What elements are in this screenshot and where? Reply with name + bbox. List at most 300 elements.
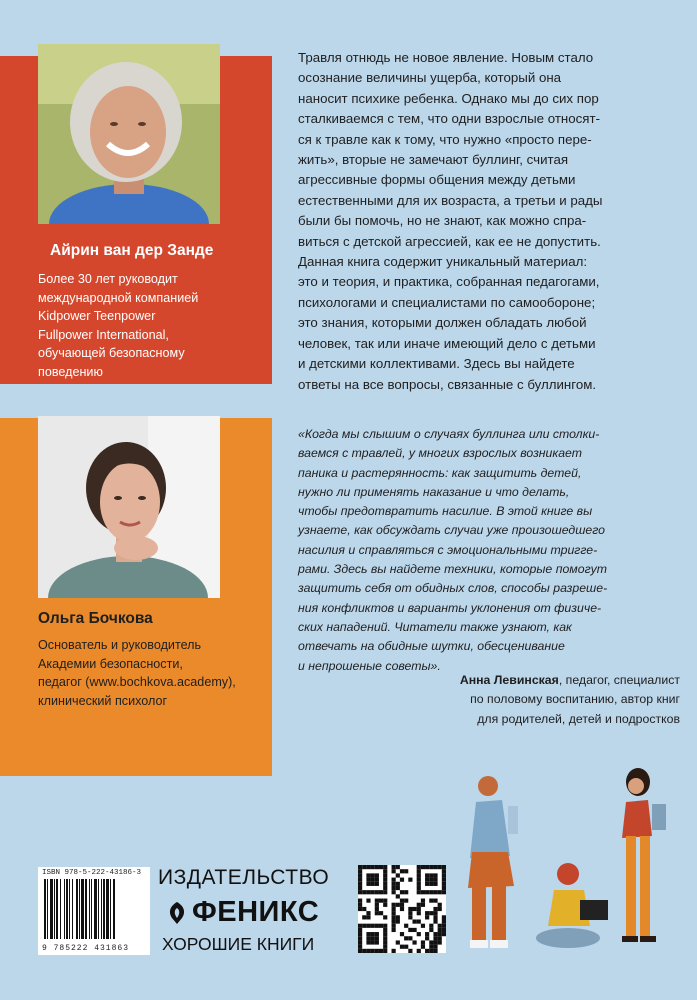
attribution-name: Анна Левинская xyxy=(459,673,559,687)
qr-module xyxy=(408,928,412,932)
qr-module xyxy=(375,932,379,936)
qr-module xyxy=(392,924,396,928)
qr-module xyxy=(442,878,446,882)
qr-module xyxy=(371,873,375,877)
qr-module xyxy=(366,882,370,886)
qr-module xyxy=(375,878,379,882)
qr-module xyxy=(375,903,379,907)
qr-module xyxy=(425,936,429,940)
attribution-line: для родителей, детей и подростков xyxy=(477,711,680,726)
barcode-bars xyxy=(44,879,144,939)
barcode-bar xyxy=(79,879,80,939)
qr-module xyxy=(375,873,379,877)
qr-module xyxy=(421,865,425,869)
author-name-2: Ольга Бочкова xyxy=(38,610,153,627)
qr-module xyxy=(358,869,362,873)
description-line: естественными для их возраста, а третьи и рады xyxy=(298,192,603,208)
qr-module xyxy=(404,945,408,949)
barcode-bar xyxy=(94,879,97,939)
qr-module xyxy=(396,886,400,890)
qr-module xyxy=(425,873,429,877)
qr-module xyxy=(371,940,375,944)
qr-module xyxy=(442,890,446,894)
attribution-role: , педагог, специалист xyxy=(558,673,680,687)
qr-module xyxy=(366,924,370,928)
qr-module xyxy=(417,873,421,877)
qr-module xyxy=(433,915,437,919)
qr-module xyxy=(425,878,429,882)
qr-module xyxy=(438,903,442,907)
qr-module xyxy=(417,949,421,953)
qr-module xyxy=(396,940,400,944)
description-line: человек, так или иначе имеющий дело с детьми xyxy=(298,335,596,351)
qr-module xyxy=(366,936,370,940)
description-line: это знания, которыми должен обладать любой xyxy=(298,315,587,331)
bio-line: поведению xyxy=(38,364,103,379)
qr-module xyxy=(425,949,429,953)
qr-module xyxy=(412,907,416,911)
qr-module xyxy=(396,865,400,869)
barcode-bar xyxy=(85,879,87,939)
qr-module xyxy=(417,907,421,911)
qr-module xyxy=(425,882,429,886)
qr-module xyxy=(371,949,375,953)
qr-module xyxy=(442,932,446,936)
qr-module xyxy=(442,919,446,923)
barcode-bar xyxy=(113,879,115,939)
qr-module xyxy=(429,945,433,949)
qr-module xyxy=(379,899,383,903)
teens-illustration xyxy=(450,766,690,986)
qr-module xyxy=(442,865,446,869)
barcode-bar xyxy=(98,879,99,939)
qr-module xyxy=(433,940,437,944)
qr-module xyxy=(417,903,421,907)
qr-module xyxy=(392,882,396,886)
qr-module xyxy=(408,949,412,953)
qr-module xyxy=(383,940,387,944)
qr-module xyxy=(433,936,437,940)
qr-module xyxy=(429,940,433,944)
quote-line: ских нападений. Читатели также узнают, как xyxy=(298,619,572,634)
qr-module xyxy=(383,924,387,928)
quote-line: чтобы предотвратить насилие. В этой книге вы xyxy=(298,504,593,519)
bio-line: Более 30 лет руководит xyxy=(38,272,178,286)
qr-module xyxy=(383,869,387,873)
qr-module xyxy=(433,873,437,877)
qr-module xyxy=(392,878,396,882)
qr-module xyxy=(358,890,362,894)
qr-module xyxy=(438,890,442,894)
qr-module xyxy=(442,873,446,877)
qr-module xyxy=(383,949,387,953)
qr-module xyxy=(379,924,383,928)
qr-module xyxy=(392,865,396,869)
qr-module xyxy=(371,890,375,894)
description-line: психологами и специалистами по самообороне; xyxy=(298,294,596,310)
qr-module xyxy=(438,932,442,936)
qr-module xyxy=(379,865,383,869)
description-line: и детскими коллективами. Здесь вы найдете xyxy=(298,356,575,372)
qr-module xyxy=(371,924,375,928)
qr-module xyxy=(358,878,362,882)
qr-module xyxy=(358,886,362,890)
publisher-name: ФЕНИКС xyxy=(192,896,320,928)
qr-module xyxy=(362,890,366,894)
qr-module xyxy=(383,928,387,932)
qr-module xyxy=(442,928,446,932)
qr-module xyxy=(400,945,404,949)
qr-module xyxy=(433,919,437,923)
qr-module xyxy=(404,924,408,928)
qr-module xyxy=(438,936,442,940)
qr-module xyxy=(371,936,375,940)
barcode-bar xyxy=(64,879,65,939)
author-photo-2 xyxy=(38,416,220,598)
bio-line: Kidpower Teenpower xyxy=(38,309,156,323)
qr-module xyxy=(400,903,404,907)
qr-module xyxy=(392,869,396,873)
quote-line: «Когда мы слышим о случаях буллинга или столки- xyxy=(298,427,600,441)
publisher-logo xyxy=(158,866,353,954)
qr-module xyxy=(383,886,387,890)
qr-module xyxy=(358,903,362,907)
qr-module xyxy=(392,903,396,907)
qr-module xyxy=(425,865,429,869)
qr-module xyxy=(379,949,383,953)
qr-module xyxy=(417,911,421,915)
barcode-bar xyxy=(81,879,84,939)
qr-module xyxy=(371,865,375,869)
qr-module xyxy=(417,882,421,886)
author-panel-1 xyxy=(0,56,272,384)
qr-module xyxy=(366,940,370,944)
qr-module xyxy=(425,915,429,919)
barcode-bar xyxy=(91,879,92,939)
qr-module xyxy=(429,878,433,882)
qr-module xyxy=(404,890,408,894)
qr-module xyxy=(375,911,379,915)
qr-module xyxy=(366,878,370,882)
bio-line: Академии безопасности, xyxy=(38,656,183,671)
description-line: были бы помочь, но не знают, как можно спра- xyxy=(298,213,587,229)
qr-module xyxy=(442,869,446,873)
barcode-number: 9 785222 431863 xyxy=(42,944,130,953)
qr-module xyxy=(433,907,437,911)
qr-module xyxy=(442,924,446,928)
qr-module xyxy=(358,945,362,949)
qr-module xyxy=(400,878,404,882)
qr-module xyxy=(400,932,404,936)
barcode-bar xyxy=(60,879,61,939)
qr-module xyxy=(421,924,425,928)
qr-module xyxy=(366,899,370,903)
qr-module xyxy=(408,936,412,940)
qr-module xyxy=(417,865,421,869)
quote-line: защитить себя от обидных слов, способы разреше- xyxy=(298,581,608,596)
qr-module xyxy=(392,915,396,919)
barcode-bar xyxy=(101,879,102,939)
barcode-bar xyxy=(56,879,58,939)
barcode-bar xyxy=(72,879,73,939)
description-line: жить», вторые не замечают буллинг, считая xyxy=(298,152,569,168)
quote-line: узнаете, как обсуждать случаи уже произошедшего xyxy=(298,523,606,538)
qr-module xyxy=(412,940,416,944)
bio-line: клинический психолог xyxy=(38,693,168,708)
qr-module xyxy=(358,882,362,886)
qr-module xyxy=(425,911,429,915)
publisher-name-row xyxy=(166,896,319,929)
quote-line: ния конфликтов и варианты уклонения от физиче- xyxy=(298,600,602,615)
qr-module xyxy=(358,899,362,903)
qr-module xyxy=(366,949,370,953)
qr-module xyxy=(375,924,379,928)
publisher-label: ИЗДАТЕЛЬСТВО xyxy=(158,866,330,889)
qr-module xyxy=(417,890,421,894)
qr-module xyxy=(358,949,362,953)
qr-module xyxy=(417,919,421,923)
qr-module xyxy=(442,886,446,890)
qr-module xyxy=(400,907,404,911)
qr-module xyxy=(366,890,370,894)
qr-module xyxy=(362,907,366,911)
description-line: Травля отнюдь не новое явление. Новым стало xyxy=(298,50,594,65)
qr-module xyxy=(375,936,379,940)
description-line: Данная книга содержит уникальный материал: xyxy=(298,254,588,270)
barcode-bar xyxy=(50,879,53,939)
qr-module xyxy=(396,903,400,907)
qr-module xyxy=(375,949,379,953)
qr-module xyxy=(396,894,400,898)
qr-module xyxy=(408,907,412,911)
qr-module xyxy=(408,878,412,882)
qr-module xyxy=(379,911,383,915)
qr-module xyxy=(383,865,387,869)
qr-module xyxy=(358,865,362,869)
attribution-first-line xyxy=(380,671,680,690)
qr-code xyxy=(358,865,446,953)
qr-module xyxy=(392,928,396,932)
qr-module xyxy=(396,873,400,877)
qr-module xyxy=(429,924,433,928)
qr-module xyxy=(404,899,408,903)
qr-module xyxy=(358,936,362,940)
qr-module xyxy=(358,924,362,928)
description-line: агрессивные формы общения между детьми xyxy=(298,172,576,188)
barcode-bar xyxy=(103,879,105,939)
qr-module xyxy=(392,890,396,894)
qr-module xyxy=(379,890,383,894)
qr-module xyxy=(375,865,379,869)
qr-module xyxy=(366,865,370,869)
qr-module xyxy=(404,869,408,873)
qr-module xyxy=(433,865,437,869)
qr-module xyxy=(383,936,387,940)
qr-module xyxy=(433,899,437,903)
qr-module xyxy=(358,928,362,932)
phoenix-logo-icon xyxy=(166,900,188,926)
author-bio-1 xyxy=(38,270,266,381)
qr-module xyxy=(433,911,437,915)
qr-module xyxy=(421,899,425,903)
qr-module xyxy=(417,932,421,936)
qr-module xyxy=(392,907,396,911)
quote-line: и непрошеные советы». xyxy=(298,658,441,673)
publisher-slogan: ХОРОШИЕ КНИГИ xyxy=(162,934,315,954)
qr-module xyxy=(400,869,404,873)
qr-module xyxy=(421,890,425,894)
barcode-bar xyxy=(54,879,55,939)
qr-module xyxy=(429,928,433,932)
review-quote xyxy=(298,425,688,676)
qr-module xyxy=(371,932,375,936)
qr-module xyxy=(396,915,400,919)
qr-module xyxy=(358,873,362,877)
barcode-bar xyxy=(66,879,68,939)
qr-module xyxy=(429,911,433,915)
qr-module xyxy=(366,932,370,936)
qr-module xyxy=(392,911,396,915)
qr-module xyxy=(375,899,379,903)
quote-line: ваемся с травлей, у многих взрослых возникает xyxy=(298,446,582,461)
qr-module xyxy=(400,899,404,903)
qr-module xyxy=(366,873,370,877)
qr-module xyxy=(375,907,379,911)
qr-module xyxy=(408,915,412,919)
bio-line: Fullpower International, xyxy=(38,327,169,342)
qr-module xyxy=(421,940,425,944)
qr-module xyxy=(412,928,416,932)
barcode-bar xyxy=(110,879,111,939)
qr-module xyxy=(383,882,387,886)
qr-module xyxy=(433,878,437,882)
author-panel-2 xyxy=(0,418,272,776)
qr-module xyxy=(404,936,408,940)
qr-module xyxy=(375,940,379,944)
qr-module xyxy=(383,899,387,903)
description-line: ся к травле как к тому, что нужно «просто пере- xyxy=(298,131,592,147)
description-line: ответы на все вопросы, связанные с буллингом. xyxy=(298,376,597,392)
barcode-bar xyxy=(106,879,109,939)
qr-module xyxy=(383,945,387,949)
quote-attribution xyxy=(380,671,680,729)
author-name-1: Айрин ван дер Занде xyxy=(50,242,214,259)
quote-line: паника и растерянность: как защитить детей, xyxy=(298,465,582,480)
qr-module xyxy=(429,949,433,953)
qr-module xyxy=(358,932,362,936)
quote-line: нужно ли применять наказание и что делать, xyxy=(298,484,570,499)
description-line: осознание величины ущерба, который она xyxy=(298,70,562,86)
quote-line: насилия и справляться с эмоциональными тригге- xyxy=(298,542,598,557)
qr-module xyxy=(383,915,387,919)
bio-line: обучающей безопасному xyxy=(38,346,185,360)
qr-module xyxy=(366,915,370,919)
qr-module xyxy=(438,940,442,944)
qr-module xyxy=(438,907,442,911)
qr-module xyxy=(366,911,370,915)
qr-module xyxy=(375,882,379,886)
qr-module xyxy=(362,865,366,869)
qr-module xyxy=(433,882,437,886)
qr-module xyxy=(362,924,366,928)
bio-line: педагог (www.bochkova.academy), xyxy=(38,675,236,689)
qr-module xyxy=(408,911,412,915)
description-line: наносит психике ребенка. Однако мы до сих пор xyxy=(298,90,599,106)
qr-module xyxy=(392,949,396,953)
qr-module xyxy=(417,878,421,882)
barcode-bar xyxy=(76,879,78,939)
qr-module xyxy=(429,865,433,869)
qr-module xyxy=(375,890,379,894)
qr-module xyxy=(371,878,375,882)
isbn-text: ISBN 978-5-222-43186-3 xyxy=(42,869,142,877)
qr-module xyxy=(396,919,400,923)
qr-module xyxy=(417,886,421,890)
attribution-line: по половому воспитанию, автор книг xyxy=(470,692,680,707)
qr-module xyxy=(429,890,433,894)
bio-line: Основатель и руководитель xyxy=(38,638,202,652)
qr-module xyxy=(383,890,387,894)
qr-module xyxy=(425,932,429,936)
qr-module xyxy=(442,882,446,886)
qr-module xyxy=(358,940,362,944)
qr-module xyxy=(396,882,400,886)
description-line: виться с детской агрессией, как ее не допустить. xyxy=(298,233,601,249)
author-bio-2 xyxy=(38,636,266,710)
qr-module xyxy=(383,903,387,907)
barcode-bar xyxy=(69,879,70,939)
qr-module xyxy=(358,907,362,911)
qr-module xyxy=(383,932,387,936)
qr-module xyxy=(438,924,442,928)
qr-module xyxy=(392,886,396,890)
isbn-barcode xyxy=(38,867,150,955)
qr-module xyxy=(362,949,366,953)
qr-module xyxy=(425,890,429,894)
qr-module xyxy=(429,882,433,886)
qr-module xyxy=(362,915,366,919)
qr-module xyxy=(442,915,446,919)
barcode-bar xyxy=(89,879,90,939)
qr-module xyxy=(383,878,387,882)
barcode-bar xyxy=(44,879,46,939)
quote-line: рами. Здесь вы найдете техники, которые помогут xyxy=(298,562,608,577)
qr-module xyxy=(400,890,404,894)
qr-module xyxy=(429,899,433,903)
description-line: это и теория, и практика, собранная педагогами, xyxy=(298,274,600,290)
book-description xyxy=(298,48,688,395)
qr-module xyxy=(417,869,421,873)
qr-module xyxy=(371,882,375,886)
barcode-bar xyxy=(47,879,48,939)
qr-module xyxy=(438,928,442,932)
qr-module xyxy=(438,865,442,869)
bio-line: международной компанией xyxy=(38,290,199,305)
qr-module xyxy=(429,873,433,877)
qr-module xyxy=(421,903,425,907)
qr-module xyxy=(433,890,437,894)
qr-module xyxy=(421,945,425,949)
qr-module xyxy=(412,919,416,923)
quote-line: отвечать на обидные шутки, обесценивание xyxy=(298,639,565,654)
qr-module xyxy=(383,873,387,877)
author-photo-1 xyxy=(38,44,220,224)
qr-module xyxy=(433,949,437,953)
qr-module xyxy=(433,945,437,949)
qr-module xyxy=(433,932,437,936)
description-line: сталкиваемся с тем, что одни взрослые относят- xyxy=(298,111,601,127)
qr-module xyxy=(392,919,396,923)
